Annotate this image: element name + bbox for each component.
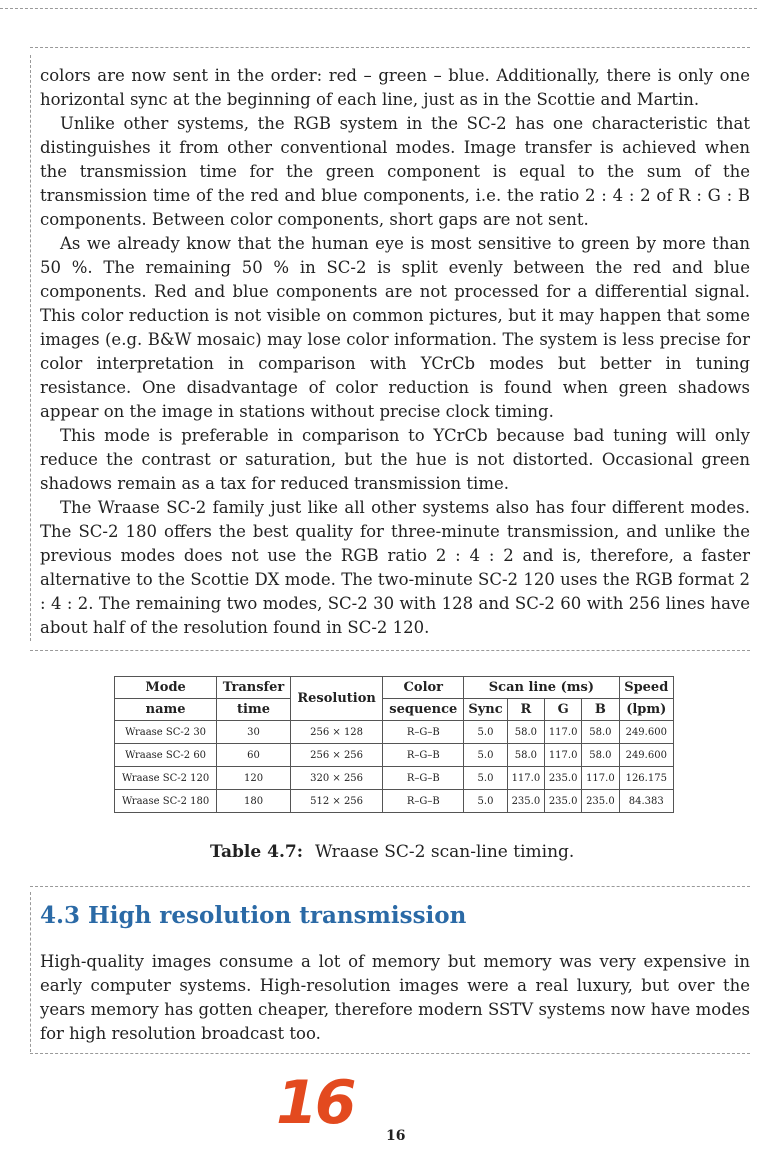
cell-r: 58.0 <box>507 721 544 744</box>
header-transfer-sub: time <box>217 699 291 721</box>
table-subheader-row <box>115 699 674 721</box>
section-paragraph: High-quality images consume a lot of memory but memory was very expensive in early computer systems. High-resolution images were a real luxury, but over the years memory has gotten cheaper, therefore modern SSTV systems now have modes for high resolution broadcast too. <box>40 952 750 1043</box>
cell-resolution: 256 × 128 <box>290 721 383 744</box>
header-mode-sub: name <box>115 699 217 721</box>
cell-time: 60 <box>217 744 291 767</box>
cell-resolution: 256 × 256 <box>290 744 383 767</box>
cell-g: 235.0 <box>545 767 582 790</box>
cell-g: 235.0 <box>545 790 582 813</box>
page-number: 16 <box>386 1128 406 1144</box>
table-caption-text: Wraase SC-2 scan-line timing. <box>314 842 575 862</box>
cell-name: Wraase SC-2 60 <box>115 744 217 767</box>
section-top-rule <box>30 886 750 887</box>
table-row <box>115 767 674 790</box>
cell-sync: 5.0 <box>464 767 508 790</box>
section-heading: 4.3 High resolution transmission <box>40 902 467 929</box>
cell-speed: 249.600 <box>619 744 673 767</box>
cell-g: 117.0 <box>545 744 582 767</box>
text-block-bottom-rule <box>30 650 750 651</box>
table-row <box>115 744 674 767</box>
table-caption <box>210 842 574 862</box>
cell-b: 58.0 <box>582 721 619 744</box>
header-g: G <box>545 699 582 721</box>
header-color-sub: sequence <box>383 699 464 721</box>
paragraph-4: This mode is preferable in comparison to YCrCb because bad tuning will only reduce the contrast or saturation, but the hue is not distorted. Occasional green shadows remain as a tax for reduced transmission time. <box>40 426 750 493</box>
table-row <box>115 790 674 813</box>
cell-b: 58.0 <box>582 744 619 767</box>
header-mode: Mode <box>115 677 217 699</box>
cell-b: 117.0 <box>582 767 619 790</box>
cell-sequence: R–G–B <box>383 790 464 813</box>
top-dashed-rule <box>0 8 757 9</box>
header-b: B <box>582 699 619 721</box>
cell-name: Wraase SC-2 30 <box>115 721 217 744</box>
cell-sequence: R–G–B <box>383 744 464 767</box>
paragraph-2: Unlike other systems, the RGB system in the SC-2 has one characteristic that distinguishes it from other conventional modes. Image transfer is achieved when the transmission time for the green component is equal to the sum of the transmission time of the red and blue components, i.e. the ratio 2 : 4 : 2 of R : G : B components. Between color components, short gaps are not sent. <box>40 114 750 229</box>
table-header-row <box>115 677 674 699</box>
cell-resolution: 512 × 256 <box>290 790 383 813</box>
header-scanline: Scan line (ms) <box>464 677 619 699</box>
cell-name: Wraase SC-2 180 <box>115 790 217 813</box>
cell-speed: 249.600 <box>619 721 673 744</box>
paragraph-3: As we already know that the human eye is most sensitive to green by more than 50 %. The remaining 50 % in SC-2 is split evenly between the red and blue components. Red and blue components are not processed for a differential signal. This color reduction is not visible on common pictures, but it may happen that some images (e.g. B&W mosaic) may lose color information. The system is less precise for color interpretation in comparison with YCrCb modes but better in tuning resistance. One disadvantage of color reduction is found when green shadows appear on the image in stations without precise clock timing. <box>40 234 750 421</box>
cell-resolution: 320 × 256 <box>290 767 383 790</box>
header-resolution: Resolution <box>290 677 383 721</box>
header-r: R <box>507 699 544 721</box>
cell-time: 30 <box>217 721 291 744</box>
cell-name: Wraase SC-2 120 <box>115 767 217 790</box>
cell-speed: 126.175 <box>619 767 673 790</box>
header-speed: Speed <box>619 677 673 699</box>
cell-g: 117.0 <box>545 721 582 744</box>
scanline-timing-table <box>114 676 674 813</box>
header-sync: Sync <box>464 699 508 721</box>
cell-sync: 5.0 <box>464 744 508 767</box>
paragraph-5: The Wraase SC-2 family just like all other systems also has four different modes. The SC-2 180 offers the best quality for three-minute transmission, and unlike the previous modes does not use the RGB ratio 2 : 4 : 2 and is, therefore, a faster alternative to the Scottie DX mode. The two-minute SC-2 120 uses the RGB format 2 : 4 : 2. The remaining two modes, SC-2 30 with 128 and SC-2 60 with 256 lines have about half of the resolution found in SC-2 120. <box>40 498 750 637</box>
text-block-left-guide <box>30 55 31 641</box>
cell-r: 117.0 <box>507 767 544 790</box>
cell-time: 180 <box>217 790 291 813</box>
text-block-top-rule <box>30 47 750 48</box>
cell-r: 58.0 <box>507 744 544 767</box>
paragraph-1: colors are now sent in the order: red – green – blue. Additionally, there is only one horizontal sync at the beginning of each line, just as in the Scottie and Martin. <box>40 66 750 109</box>
header-color: Color <box>383 677 464 699</box>
header-transfer: Transfer <box>217 677 291 699</box>
cell-sequence: R–G–B <box>383 721 464 744</box>
table-caption-label: Table 4.7: <box>210 842 303 862</box>
header-speed-sub: (lpm) <box>619 699 673 721</box>
cell-sync: 5.0 <box>464 790 508 813</box>
table-row <box>115 721 674 744</box>
chapter-page-number: 16 <box>276 1068 354 1138</box>
section-bottom-rule <box>30 1053 750 1054</box>
section-left-guide <box>30 892 31 1052</box>
cell-time: 120 <box>217 767 291 790</box>
cell-r: 235.0 <box>507 790 544 813</box>
cell-sequence: R–G–B <box>383 767 464 790</box>
cell-speed: 84.383 <box>619 790 673 813</box>
cell-sync: 5.0 <box>464 721 508 744</box>
cell-b: 235.0 <box>582 790 619 813</box>
